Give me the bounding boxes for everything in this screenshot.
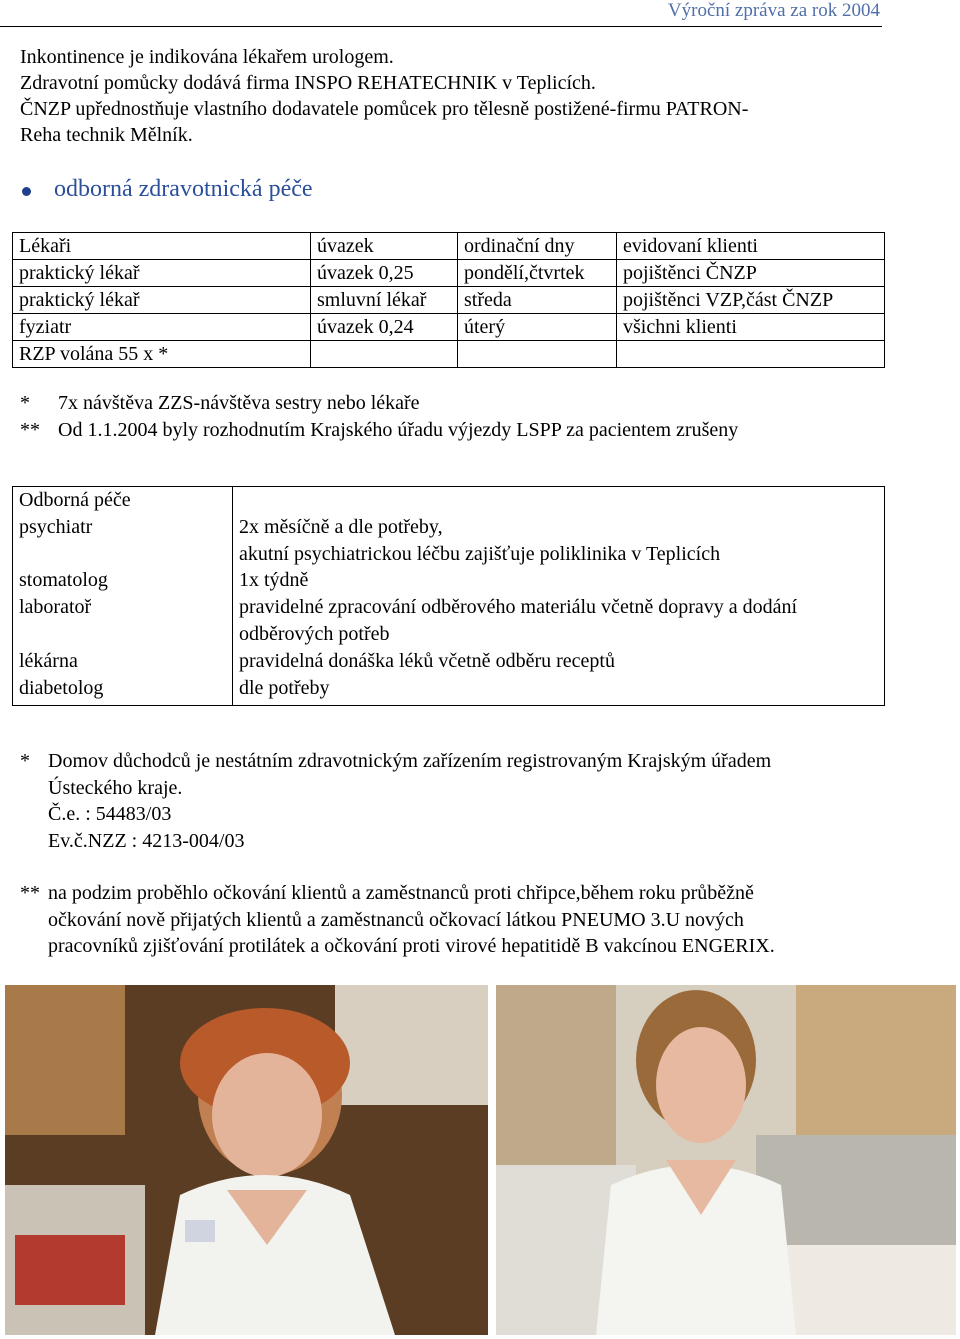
care-type: lékárna <box>19 649 78 672</box>
note-line: pracovníků zjišťování protilátek a očkování proti virové hepatitidě B vakcínou ENGERIX. <box>48 935 775 957</box>
care-detail: 2x měsíčně a dle potřeby, <box>239 515 443 538</box>
table-cell: středa <box>458 287 617 314</box>
table-cell: pojištěnci ČNZP <box>617 260 885 287</box>
vaccination-note <box>20 880 775 960</box>
table-header-row <box>13 233 885 260</box>
note-line: Domov důchodců je nestátním zdravotnickým zařízením registrovaným Krajským úřadem <box>48 750 772 772</box>
doctors-table <box>12 232 885 368</box>
table-cell: úterý <box>458 314 617 341</box>
table-row <box>13 260 885 287</box>
table-cell: úvazek 0,24 <box>311 314 458 341</box>
intro-line: Zdravotní pomůcky dodává firma INSPO REHATECHNIK v Teplicích. <box>20 72 596 94</box>
note-line: na podzim proběhlo očkování klientů a zaměstnanců proti chřipce,během roku průběžně <box>48 882 754 904</box>
table-cell <box>311 341 458 368</box>
care-detail: pravidelná donáška léků včetně odběru receptů <box>239 649 615 672</box>
care-type: laboratoř <box>19 596 92 619</box>
section-heading-text: odborná zdravotnická péče <box>54 176 313 202</box>
care-type: diabetolog <box>19 676 104 699</box>
table-row <box>13 287 885 314</box>
care-detail: akutní psychiatrickou léčbu zajišťuje poliklinika v Teplicích <box>239 542 721 565</box>
table-cell <box>617 341 885 368</box>
note-line: Ústeckého kraje. <box>48 776 183 799</box>
footnote <box>20 390 738 417</box>
care-detail: odběrových potřeb <box>239 622 390 645</box>
footnote-text: Od 1.1.2004 byly rozhodnutím Krajského úřadu výjezdy LSPP za pacientem zrušeny <box>58 419 739 441</box>
staff-photo-left <box>5 985 488 1335</box>
footnote-mark: * <box>20 392 30 414</box>
table-header-cell: úvazek <box>311 233 458 260</box>
footnote-mark: ** <box>20 419 40 441</box>
note-line: Ev.č.NZZ : 4213-004/03 <box>48 829 245 852</box>
table-header-cell: ordinační dny <box>458 233 617 260</box>
staff-photo-right <box>496 985 956 1335</box>
page-header <box>0 0 882 27</box>
photo-illustration <box>5 985 488 1335</box>
bullet-icon <box>22 187 31 196</box>
footnote-text: 7x návštěva ZZS-návštěva sestry nebo lékaře <box>58 392 420 414</box>
table-cell: pondělí,čtvrtek <box>458 260 617 287</box>
table-cell: praktický lékař <box>13 260 311 287</box>
table-cell: úvazek 0,25 <box>311 260 458 287</box>
care-detail <box>239 487 878 514</box>
note-line: Č.e. : 54483/03 <box>48 803 172 825</box>
intro-line: ČNZP upřednostňuje vlastního dodavatele pomůcek pro tělesně postižené-firmu PATRON- <box>20 98 749 120</box>
care-type <box>19 541 226 568</box>
footnote <box>20 417 738 444</box>
footnote-mark: ** <box>20 882 40 904</box>
table-cell: fyziatr <box>13 314 311 341</box>
care-detail-cell <box>233 487 885 706</box>
table-cell: smluvní lékař <box>311 287 458 314</box>
care-type-cell <box>13 487 233 706</box>
table-cell: pojištěnci VZP,část ČNZP <box>617 287 885 314</box>
table-cell: RZP volána 55 x * <box>13 341 311 368</box>
care-type <box>19 621 226 648</box>
care-type: psychiatr <box>19 515 93 538</box>
intro-line: Reha technik Mělník. <box>20 124 193 146</box>
registration-notes <box>20 748 775 960</box>
table-row <box>13 314 885 341</box>
care-detail: pravidelné zpracování odběrového materiálu včetně dopravy a dodání <box>239 596 798 619</box>
footnote-mark: * <box>20 750 30 772</box>
care-detail: 1x týdně <box>239 569 309 592</box>
table-cell: všichni klienti <box>617 314 885 341</box>
photo-illustration <box>496 985 956 1335</box>
table-header-cell: evidovaní klienti <box>617 233 885 260</box>
table-footnotes <box>20 390 738 444</box>
table-row <box>13 487 885 706</box>
registration-note <box>20 748 775 854</box>
intro-paragraph <box>20 44 900 148</box>
care-type: stomatolog <box>19 569 108 592</box>
table-header-cell: Lékaři <box>13 233 311 260</box>
note-line: očkování nově přijatých klientů a zaměstnanců očkovací látkou PNEUMO 3.U nových <box>48 908 744 931</box>
table-cell: praktický lékař <box>13 287 311 314</box>
report-title: Výroční zpráva za rok 2004 <box>667 0 880 21</box>
care-detail: dle potřeby <box>239 676 330 699</box>
care-type: Odborná péče <box>19 489 131 511</box>
table-cell <box>458 341 617 368</box>
specialist-care-table <box>12 486 885 706</box>
table-row <box>13 341 885 368</box>
intro-line: Inkontinence je indikována lékařem urologem. <box>20 46 394 68</box>
